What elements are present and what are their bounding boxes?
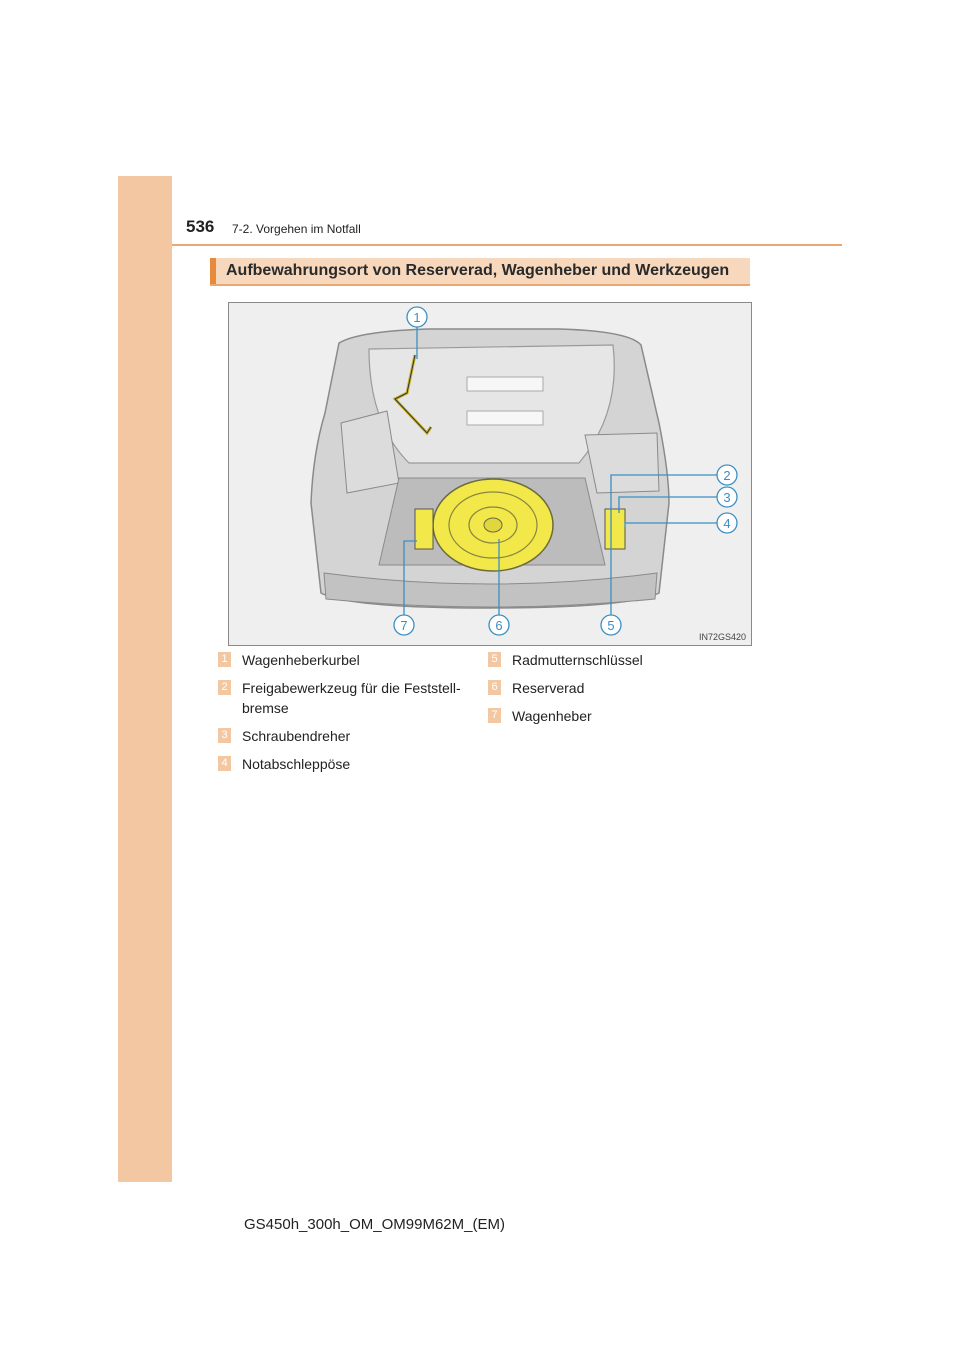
legend-item: [218, 754, 468, 774]
trunk-drawing: [229, 303, 751, 645]
legend-text: Schraubendreher: [242, 728, 351, 744]
legend-left: [218, 650, 468, 782]
header-rule: [172, 244, 842, 246]
legend-number: 4: [218, 756, 231, 771]
legend-text: Wagenheber: [512, 708, 592, 724]
legend-text: Wagenheberkurbel: [242, 652, 360, 668]
page-number: 536: [186, 217, 215, 236]
legend-text: Radmutternschlüssel: [512, 652, 643, 668]
figure-code: IN72GS420: [698, 632, 746, 642]
legend-item: [488, 650, 748, 670]
legend-number: 1: [218, 652, 231, 667]
footer-doc-id: GS450h_300h_OM_OM99M62M_(EM): [244, 1216, 505, 1233]
side-tab: [118, 176, 172, 1182]
legend-number: 5: [488, 652, 501, 667]
callout-5: 5: [607, 618, 615, 633]
legend-item: [218, 678, 468, 718]
legend-text: Reserverad: [512, 680, 585, 696]
callout-4: 4: [723, 516, 731, 531]
callout-3: 3: [723, 490, 731, 505]
legend-item: [218, 726, 468, 746]
legend-item: [218, 650, 468, 670]
legend-number: 7: [488, 708, 501, 723]
legend-right: [488, 650, 748, 734]
callout-2: 2: [723, 468, 731, 483]
legend-number: 3: [218, 728, 231, 743]
legend-text: Freigabewerkzeug für die Feststell-bremse: [242, 680, 461, 716]
section-title-bar: [210, 258, 750, 286]
section-title: Aufbewahrungsort von Reserverad, Wagenheber und Werkzeugen: [226, 262, 730, 279]
callout-7: 7: [400, 618, 408, 633]
legend-item: [488, 678, 748, 698]
title-accent: [210, 258, 216, 284]
legend-number: 6: [488, 680, 501, 695]
legend-text: Notabschleppöse: [242, 756, 351, 772]
legend-number: 2: [218, 680, 231, 695]
callout-1: 1: [413, 310, 421, 325]
legend-item: [488, 706, 748, 726]
section-label: 7-2. Vorgehen im Notfall: [232, 222, 361, 236]
callout-6: 6: [495, 618, 503, 633]
trunk-illustration: [228, 302, 752, 646]
